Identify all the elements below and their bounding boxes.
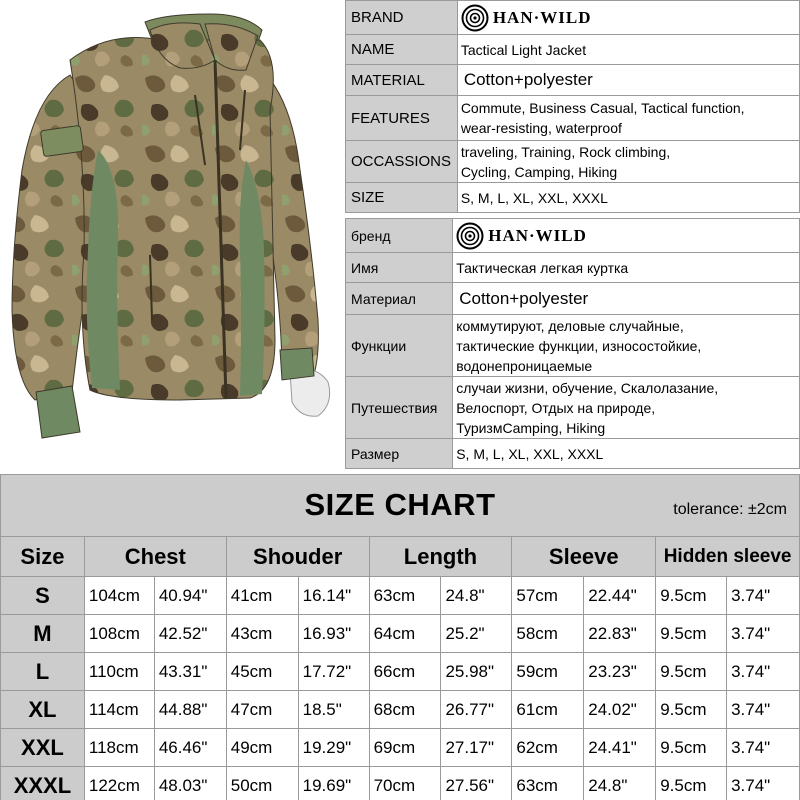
size-measure-cell: 122cm [84, 767, 154, 800]
spec-key: Путешествия [346, 377, 453, 439]
spec-key: OCCASSIONS [346, 141, 458, 183]
spec-key: Имя [346, 253, 453, 283]
size-measure-cell: 3.74" [727, 653, 800, 691]
header-length: Length [369, 537, 512, 577]
spec-row-features [346, 96, 800, 141]
spec-key: бренд [346, 219, 453, 253]
spec-value-size-ru: S, M, L, XL, XXL, XXXL [453, 439, 800, 469]
size-measure-cell: 43.31" [154, 653, 226, 691]
brand-name: HAN·WILD [492, 7, 592, 27]
size-measure-cell: 49cm [226, 729, 298, 767]
spec-row-material [346, 65, 800, 96]
size-chart [0, 474, 800, 800]
english-spec-table [345, 0, 800, 213]
size-measure-cell: 26.77" [441, 691, 512, 729]
size-measure-cell: 9.5cm [656, 767, 727, 800]
size-label: L [1, 653, 85, 691]
size-measure-cell: 27.56" [441, 767, 512, 800]
size-measure-cell: 25.2" [441, 615, 512, 653]
size-measure-cell: 118cm [84, 729, 154, 767]
size-measure-cell: 58cm [512, 615, 584, 653]
spec-value-size: S, M, L, XL, XXL, XXXL [457, 183, 799, 213]
size-measure-cell: 24.8" [441, 577, 512, 615]
size-row [1, 729, 800, 767]
spec-row-name-ru [346, 253, 800, 283]
spec-value-functions-ru: коммутируют, деловые случайные, тактические функции, износостойкие, водонепроницаемые [453, 315, 800, 377]
size-measure-cell: 50cm [226, 767, 298, 800]
size-row [1, 653, 800, 691]
spec-value-material-ru: Cotton+polyester [453, 283, 800, 315]
size-measure-cell: 59cm [512, 653, 584, 691]
size-row [1, 767, 800, 800]
size-label: XXXL [1, 767, 85, 800]
size-measure-cell: 18.5" [298, 691, 369, 729]
brand-name: HAN·WILD [488, 225, 587, 245]
size-measure-cell: 57cm [512, 577, 584, 615]
spec-row-size [346, 183, 800, 213]
spec-row-material-ru [346, 283, 800, 315]
size-measure-cell: 19.29" [298, 729, 369, 767]
size-measure-cell: 46.46" [154, 729, 226, 767]
spec-value-material: Cotton+polyester [457, 65, 799, 96]
size-measure-cell: 3.74" [727, 577, 800, 615]
size-measure-cell: 69cm [369, 729, 441, 767]
size-measure-cell: 42.52" [154, 615, 226, 653]
size-measure-cell: 9.5cm [656, 577, 727, 615]
size-measure-cell: 68cm [369, 691, 441, 729]
spec-key: Размер [346, 439, 453, 469]
size-measure-cell: 47cm [226, 691, 298, 729]
size-row [1, 577, 800, 615]
size-measure-cell: 41cm [226, 577, 298, 615]
size-measure-cell: 40.94" [154, 577, 226, 615]
size-measure-cell: 22.83" [584, 615, 656, 653]
size-label: XXL [1, 729, 85, 767]
size-measure-cell: 9.5cm [656, 729, 727, 767]
tolerance-note: tolerance: ±2cm [673, 501, 787, 518]
header-shoulder: Shouder [226, 537, 369, 577]
size-measure-cell: 3.74" [727, 729, 800, 767]
spec-value-brand-ru [453, 219, 800, 253]
tactical-jacket-image [0, 0, 345, 470]
size-measure-cell: 9.5cm [656, 653, 727, 691]
spec-key: SIZE [346, 183, 458, 213]
size-measure-cell: 9.5cm [656, 615, 727, 653]
size-measure-cell: 70cm [369, 767, 441, 800]
brand-target-icon [461, 4, 489, 32]
size-measure-cell: 66cm [369, 653, 441, 691]
spec-value-features: Commute, Business Casual, Tactical function, wear-resisting, waterproof [457, 96, 799, 141]
brand-target-icon [456, 222, 484, 250]
size-label: S [1, 577, 85, 615]
size-measure-cell: 61cm [512, 691, 584, 729]
spec-key: NAME [346, 35, 458, 65]
russian-spec-table [345, 218, 800, 469]
header-hidden-sleeve: Hidden sleeve [656, 537, 800, 577]
size-table [0, 536, 800, 800]
size-measure-cell: 23.23" [584, 653, 656, 691]
header-chest: Chest [84, 537, 226, 577]
spec-value-occasions: traveling, Training, Rock climbing, Cycling, Camping, Hiking [457, 141, 799, 183]
size-measure-cell: 25.98" [441, 653, 512, 691]
header-size: Size [1, 537, 85, 577]
size-measure-cell: 114cm [84, 691, 154, 729]
size-measure-cell: 45cm [226, 653, 298, 691]
spec-value-name: Tactical Light Jacket [457, 35, 799, 65]
size-measure-cell: 22.44" [584, 577, 656, 615]
spec-key: MATERIAL [346, 65, 458, 96]
size-label: M [1, 615, 85, 653]
size-measure-cell: 16.14" [298, 577, 369, 615]
size-chart-title: SIZE CHART [304, 487, 496, 522]
size-measure-cell: 24.41" [584, 729, 656, 767]
spec-key: FEATURES [346, 96, 458, 141]
size-measure-cell: 17.72" [298, 653, 369, 691]
product-photo [0, 0, 345, 470]
size-measure-cell: 44.88" [154, 691, 226, 729]
spec-value-name-ru: Тактическая легкая куртка [453, 253, 800, 283]
size-measure-cell: 3.74" [727, 615, 800, 653]
spec-row-occasions [346, 141, 800, 183]
spec-value-brand [457, 1, 799, 35]
size-measure-cell: 63cm [512, 767, 584, 800]
size-measure-cell: 43cm [226, 615, 298, 653]
size-measure-cell: 64cm [369, 615, 441, 653]
size-measure-cell: 108cm [84, 615, 154, 653]
spec-key: BRAND [346, 1, 458, 35]
header-sleeve: Sleeve [512, 537, 656, 577]
size-row [1, 691, 800, 729]
spec-key: Материал [346, 283, 453, 315]
spec-row-size-ru [346, 439, 800, 469]
spec-value-travel-ru: случаи жизни, обучение, Скалолазание, Велоспорт, Отдых на природе, ТуризмCamping, Hiking [453, 377, 800, 439]
size-measure-cell: 16.93" [298, 615, 369, 653]
size-measure-cell: 27.17" [441, 729, 512, 767]
size-measure-cell: 63cm [369, 577, 441, 615]
size-measure-cell: 24.02" [584, 691, 656, 729]
spec-row-brand-ru [346, 219, 800, 253]
brand-logo [461, 4, 799, 32]
size-measure-cell: 9.5cm [656, 691, 727, 729]
spec-row-travel-ru [346, 377, 800, 439]
size-table-header-row [1, 537, 800, 577]
spec-row-name [346, 35, 800, 65]
size-measure-cell: 104cm [84, 577, 154, 615]
spec-row-functions-ru [346, 315, 800, 377]
spec-row-brand [346, 1, 800, 35]
size-measure-cell: 19.69" [298, 767, 369, 800]
size-label: XL [1, 691, 85, 729]
size-row [1, 615, 800, 653]
size-measure-cell: 62cm [512, 729, 584, 767]
size-measure-cell: 24.8" [584, 767, 656, 800]
size-chart-header [0, 474, 800, 536]
size-measure-cell: 3.74" [727, 691, 800, 729]
size-measure-cell: 48.03" [154, 767, 226, 800]
size-measure-cell: 110cm [84, 653, 154, 691]
spec-key: Функции [346, 315, 453, 377]
brand-logo [456, 222, 799, 250]
size-measure-cell: 3.74" [727, 767, 800, 800]
